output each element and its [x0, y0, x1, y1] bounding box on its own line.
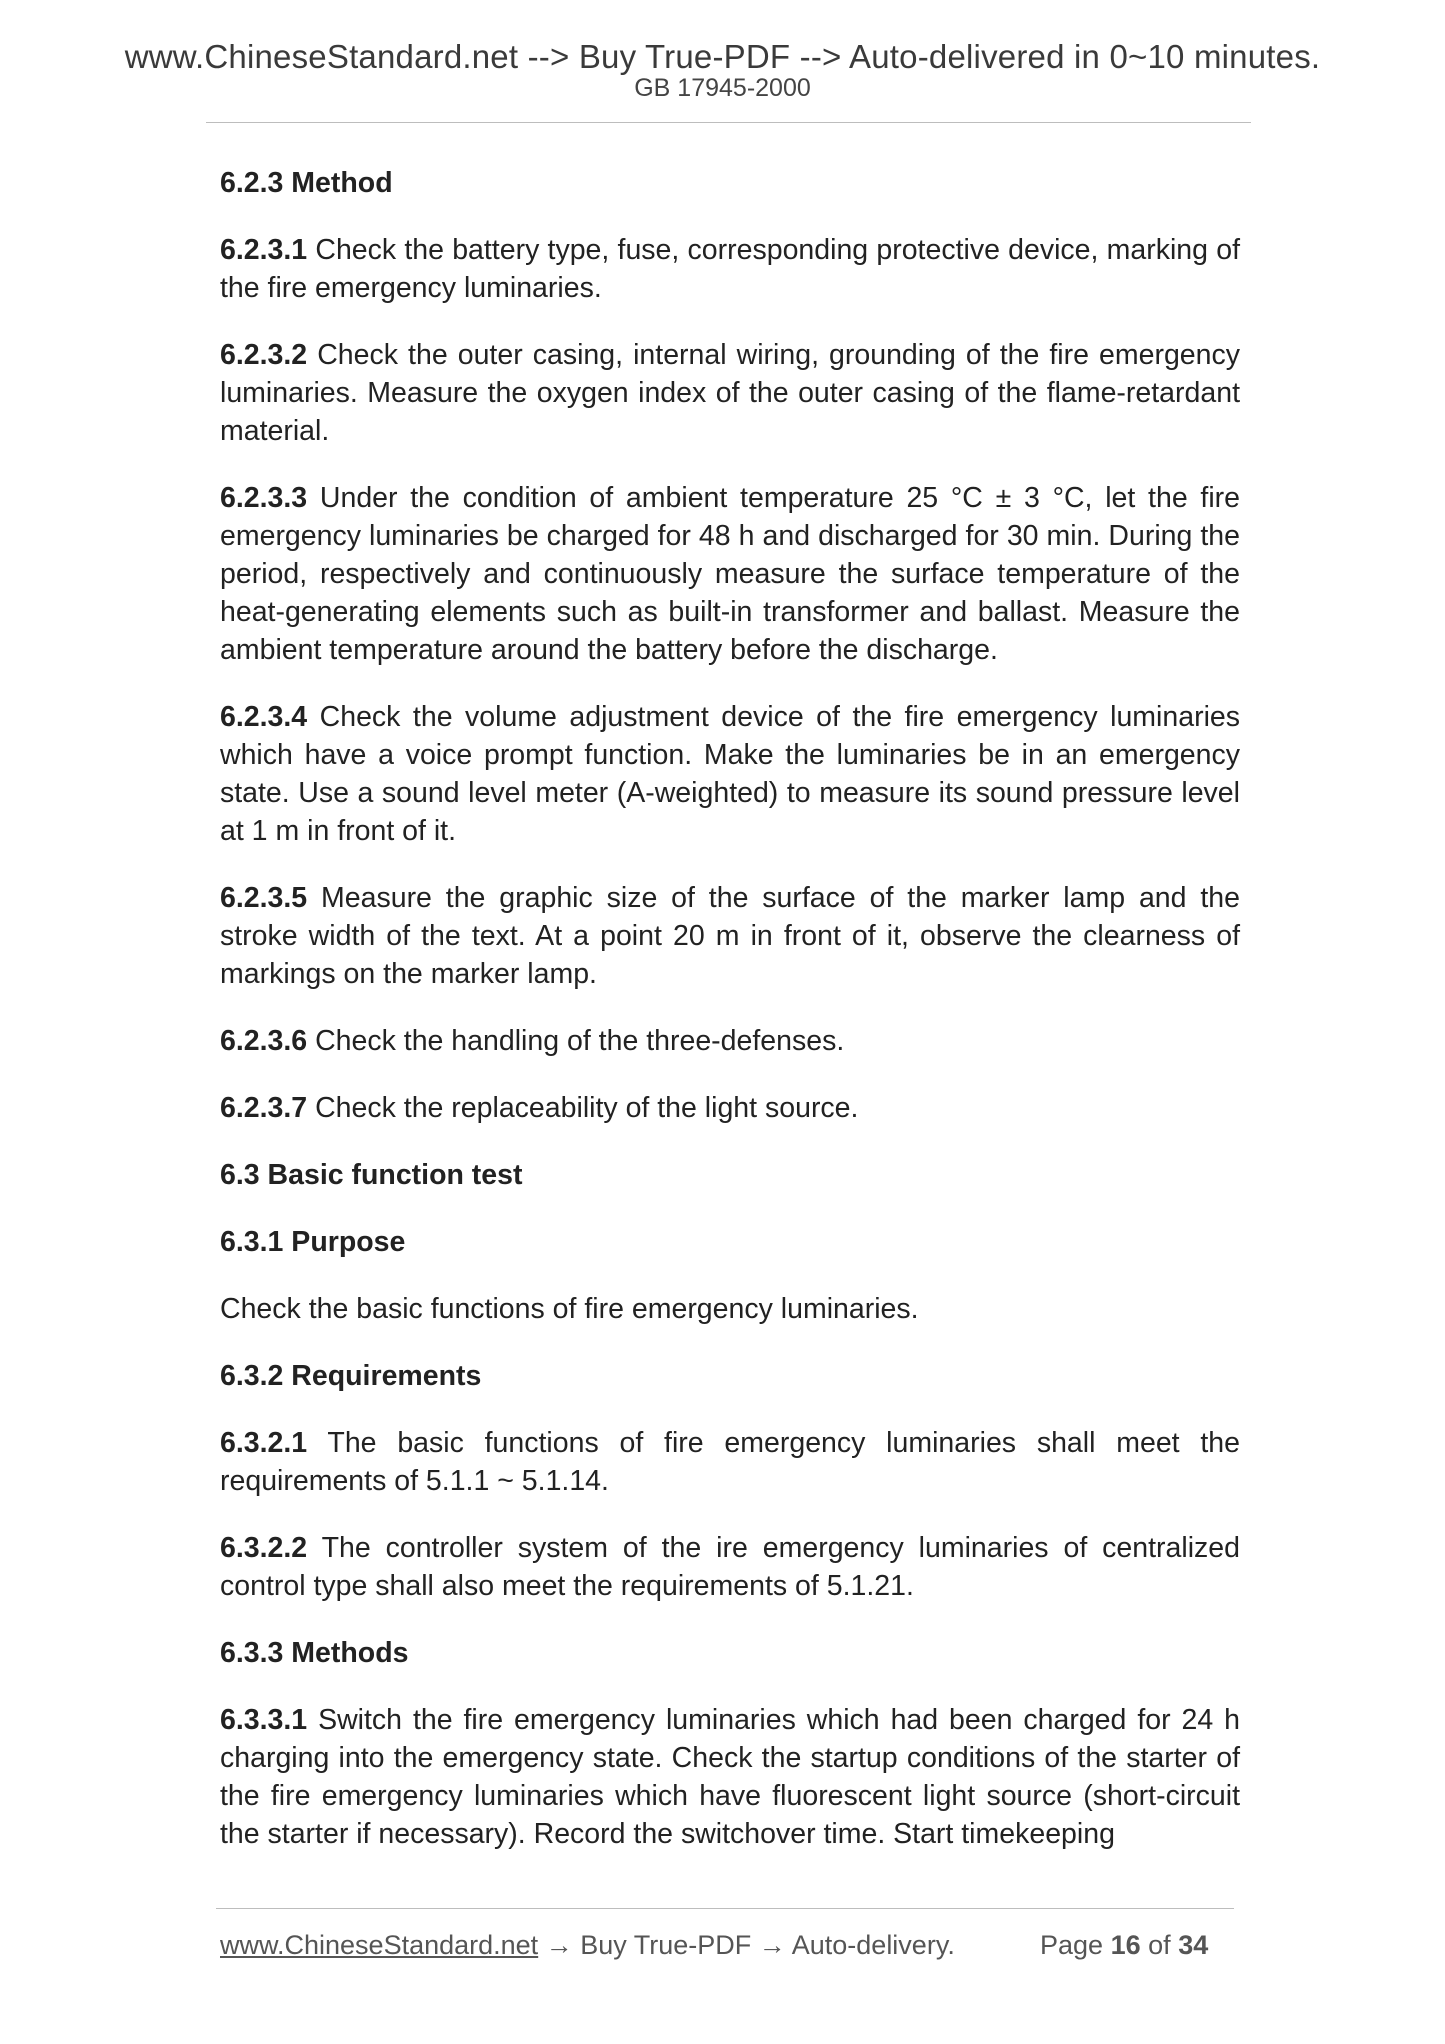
- heading-6-3-1: 6.3.1 Purpose: [220, 1226, 406, 1258]
- clause-text: Check the volume adjustment device of the fire emergency luminaries which have a voice prompt function. Make the luminaries be in an emergency state. Use a sound level meter (A-weighted) to measure its sound pressure level at 1 m in front of it.: [220, 701, 1240, 847]
- clause-text: The basic functions of fire emergency luminaries shall meet the requirements of 5.1.1 ~ 5.1.14.: [220, 1427, 1240, 1497]
- clause-text: Check the outer casing, internal wiring, grounding of the fire emergency luminaries. Measure the oxygen index of the outer casing of the flame-retardant material.: [220, 339, 1240, 447]
- document-code: GB 17945-2000: [634, 74, 811, 102]
- footer-promo-text: → Buy True-PDF → Auto-delivery.: [538, 1930, 955, 1960]
- clause-number: 6.2.3.2: [220, 339, 308, 371]
- footer-promo: [220, 1930, 955, 1961]
- footer-divider: [216, 1908, 1234, 1909]
- paragraph-6-3-2-2: [220, 1529, 1240, 1605]
- document-body: [220, 164, 1240, 1882]
- heading-6-2-3: 6.2.3 Method: [220, 167, 393, 199]
- top-banner[interactable]: www.ChineseStandard.net --> Buy True-PDF --> Auto-delivered in 0~10 minutes.: [124, 38, 1321, 75]
- clause-number: 6.3.3.1: [220, 1704, 308, 1736]
- clause-number: 6.2.3.4: [220, 701, 308, 733]
- heading-6-3: 6.3 Basic function test: [220, 1159, 523, 1191]
- clause-text: Under the condition of ambient temperature 25 °C ± 3 °C, let the fire emergency luminaries be charged for 48 h and discharged for 30 min. During the period, respectively and continuously measure the surface temperature of the heat-generating elements such as built-in transformer and ballast. Measure the ambient temperature around the battery before the discharge.: [220, 482, 1240, 666]
- heading-6-3-3: 6.3.3 Methods: [220, 1637, 409, 1669]
- paragraph-6-2-3-6: [220, 1022, 1240, 1060]
- clause-text: The controller system of the ire emergency luminaries of centralized control type shall also meet the requirements of 5.1.21.: [220, 1532, 1240, 1602]
- paragraph-6-2-3-5: [220, 879, 1240, 993]
- of-label: of: [1148, 1930, 1171, 1960]
- clause-number: 6.2.3.7: [220, 1092, 308, 1124]
- page-number: 16: [1110, 1930, 1141, 1960]
- clause-number: 6.2.3.3: [220, 482, 308, 514]
- paragraph-6-2-3-7: [220, 1089, 1240, 1127]
- clause-text: Check the battery type, fuse, corresponding protective device, marking of the fire emergency luminaries.: [220, 234, 1240, 304]
- clause-number: 6.2.3.5: [220, 882, 308, 914]
- clause-text: Switch the fire emergency luminaries which had been charged for 24 h charging into the emergency state. Check the startup conditions of the starter of the fire emergency luminaries which have fluorescent light source (short-circuit the starter if necessary). Record the switchover time. Start timekeeping: [220, 1704, 1240, 1850]
- clause-text: Check the replaceability of the light source.: [307, 1092, 859, 1124]
- footer-site-link[interactable]: www.ChineseStandard.net: [220, 1930, 539, 1960]
- page-indicator: [1040, 1930, 1208, 1961]
- paragraph-6-3-1: Check the basic functions of fire emergency luminaries.: [220, 1293, 919, 1325]
- paragraph-6-2-3-4: [220, 698, 1240, 850]
- paragraph-6-3-2-1: [220, 1424, 1240, 1500]
- page-total: 34: [1178, 1930, 1209, 1960]
- page-label: Page: [1040, 1930, 1104, 1960]
- clause-number: 6.2.3.6: [220, 1025, 308, 1057]
- paragraph-6-3-3-1: [220, 1701, 1240, 1853]
- clause-number: 6.3.2.1: [220, 1427, 308, 1459]
- paragraph-6-2-3-1: [220, 231, 1240, 307]
- clause-number: 6.2.3.1: [220, 234, 308, 266]
- clause-text: Measure the graphic size of the surface of the marker lamp and the stroke width of the text. At a point 20 m in front of it, observe the clearness of markings on the marker lamp.: [220, 882, 1240, 990]
- clause-text: Check the handling of the three-defenses.: [307, 1025, 845, 1057]
- paragraph-6-2-3-3: [220, 479, 1240, 669]
- clause-number: 6.3.2.2: [220, 1532, 308, 1564]
- heading-6-3-2: 6.3.2 Requirements: [220, 1360, 482, 1392]
- header-divider: [206, 122, 1251, 123]
- paragraph-6-2-3-2: [220, 336, 1240, 450]
